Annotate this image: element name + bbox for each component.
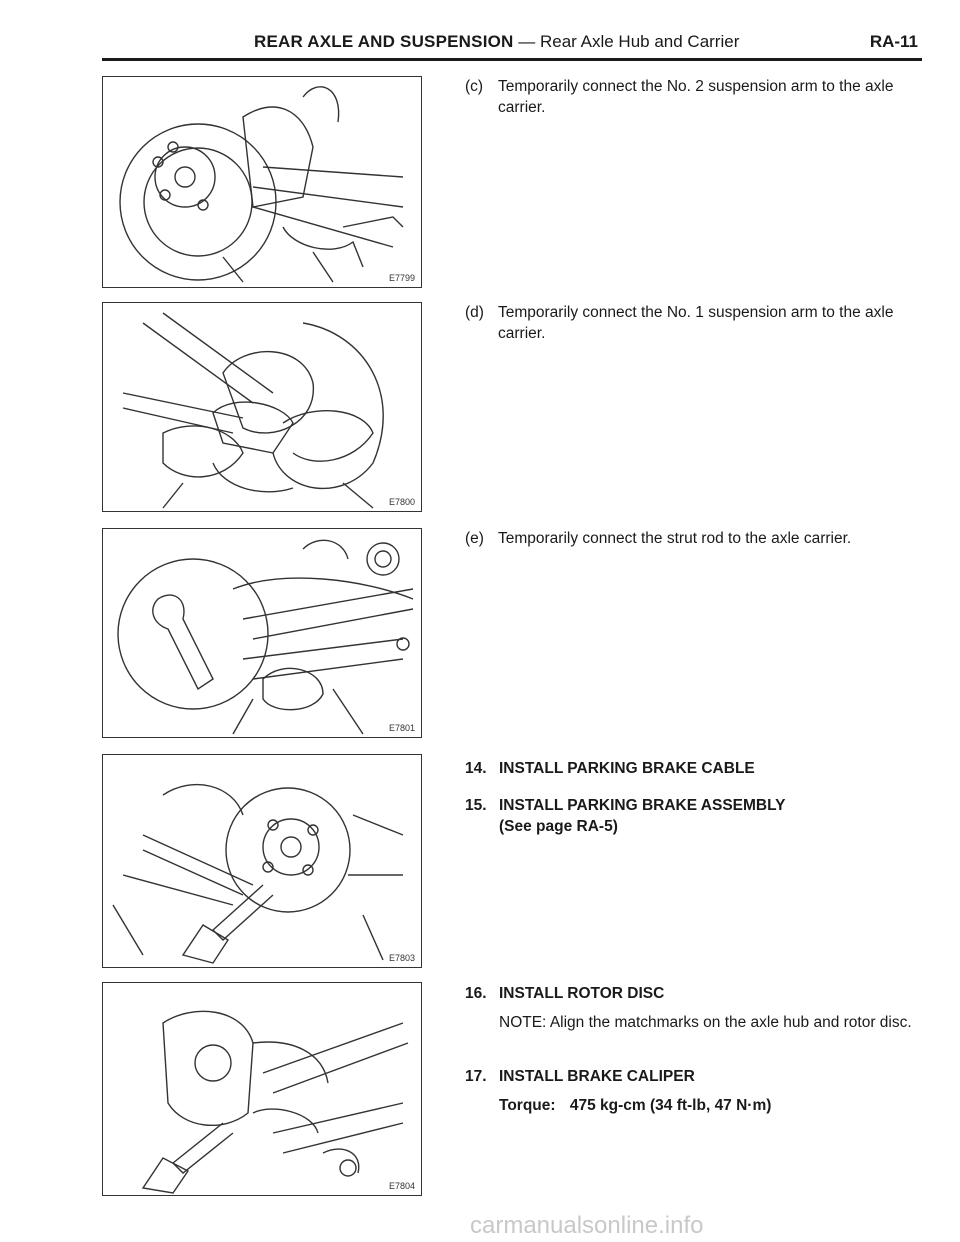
- substep-text: Temporarily connect the strut rod to the axle carrier.: [498, 530, 852, 547]
- torque-spec: [499, 1095, 925, 1116]
- figure-illustration: [103, 983, 421, 1195]
- figure-code: E7801: [388, 723, 415, 733]
- figure-code: E7804: [388, 1181, 415, 1191]
- substep-text: Temporarily connect the No. 2 suspension arm to the axle carrier.: [498, 78, 894, 116]
- figure-code: E7800: [388, 497, 415, 507]
- step-16: [465, 983, 925, 1033]
- step-17: [465, 1066, 925, 1116]
- figure-parking-brake: [102, 754, 422, 968]
- step-number: 17.: [465, 1068, 487, 1085]
- step-title: INSTALL BRAKE CALIPER: [499, 1068, 695, 1085]
- figure-illustration: [103, 529, 421, 737]
- substep-c: [465, 76, 925, 118]
- substep-d: [465, 302, 925, 344]
- substep-label: (e): [465, 530, 484, 547]
- step-note: NOTE: Align the matchmarks on the axle hub and rotor disc.: [499, 1014, 912, 1031]
- step-title: INSTALL PARKING BRAKE ASSEMBLY: [499, 797, 786, 814]
- substep-label: (c): [465, 78, 484, 95]
- substep-label: (d): [465, 304, 484, 321]
- figure-brake-caliper: [102, 982, 422, 1196]
- substep-e: [465, 528, 925, 549]
- torque-label: Torque:: [499, 1097, 556, 1114]
- step-number: 16.: [465, 985, 487, 1002]
- step-number: 15.: [465, 797, 487, 814]
- step-15: [465, 795, 925, 837]
- header-title-main: REAR AXLE AND SUSPENSION: [254, 32, 514, 51]
- figure-strut-rod: [102, 528, 422, 738]
- step-reference: (See page RA-5): [499, 818, 618, 835]
- watermark: carmanualsonline.info: [470, 1212, 704, 1239]
- figure-code: E7799: [388, 273, 415, 283]
- figure-no1-arm: [102, 302, 422, 512]
- header-title: [254, 32, 739, 52]
- step-title: INSTALL PARKING BRAKE CABLE: [499, 760, 755, 777]
- figure-hub-no2-arm: [102, 76, 422, 288]
- step-title: INSTALL ROTOR DISC: [499, 985, 665, 1002]
- page-number: RA-11: [869, 32, 918, 51]
- figure-illustration: [103, 755, 421, 967]
- step-number: 14.: [465, 760, 487, 777]
- page-header: [102, 30, 922, 61]
- figure-illustration: [103, 303, 421, 511]
- substep-text: Temporarily connect the No. 1 suspension arm to the axle carrier.: [498, 304, 894, 342]
- header-title-sub: — Rear Axle Hub and Carrier: [518, 32, 740, 51]
- step-14: [465, 758, 925, 779]
- figure-code: E7803: [388, 953, 415, 963]
- torque-value: 475 kg-cm (34 ft-lb, 47 N·m): [569, 1097, 772, 1114]
- figure-illustration: [103, 77, 421, 287]
